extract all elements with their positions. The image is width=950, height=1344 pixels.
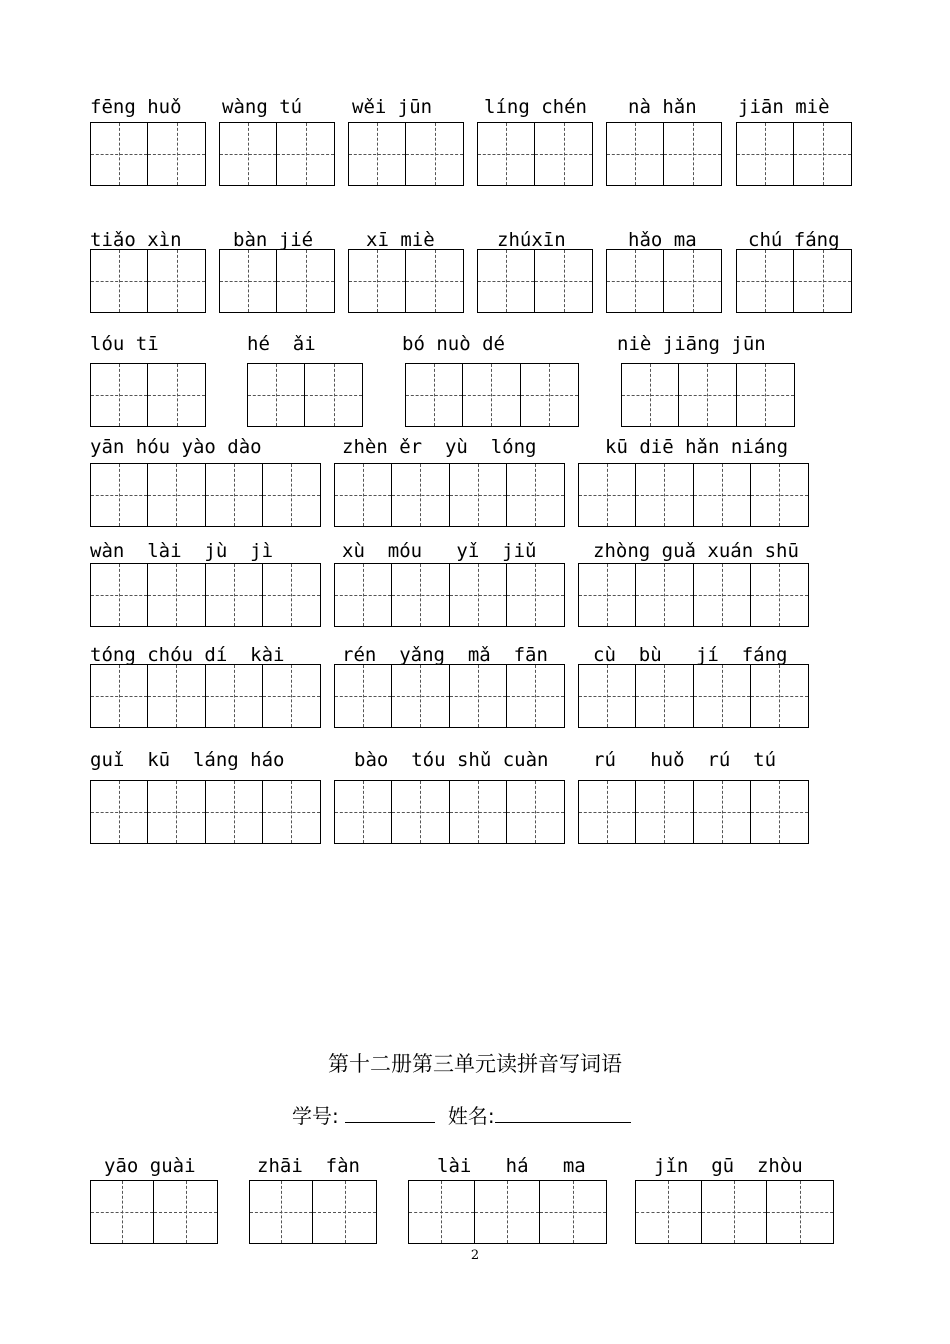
char-box[interactable]	[392, 781, 449, 843]
dashed-guide-vertical	[823, 123, 824, 185]
writing-grid[interactable]	[219, 249, 335, 313]
char-box[interactable]	[664, 123, 721, 185]
char-box[interactable]	[313, 1181, 376, 1243]
dashed-guide-vertical	[420, 781, 421, 843]
dashed-guide-vertical	[664, 781, 665, 843]
writing-grid[interactable]	[606, 122, 722, 186]
writing-grid[interactable]	[90, 249, 206, 313]
char-box[interactable]	[579, 665, 636, 727]
char-box[interactable]	[148, 564, 205, 626]
char-box[interactable]	[450, 564, 507, 626]
dashed-guide-vertical	[291, 665, 292, 727]
writing-grid[interactable]	[578, 664, 809, 728]
char-box[interactable]	[636, 564, 693, 626]
dashed-guide-vertical	[176, 665, 177, 727]
writing-grid[interactable]	[405, 363, 579, 427]
char-box[interactable]	[263, 564, 320, 626]
char-box[interactable]	[277, 123, 334, 185]
dashed-guide-vertical	[119, 665, 120, 727]
dashed-guide-vertical	[177, 250, 178, 312]
char-box[interactable]	[636, 1181, 702, 1243]
char-box[interactable]	[392, 564, 449, 626]
char-box[interactable]	[277, 250, 334, 312]
char-box[interactable]	[751, 464, 808, 526]
dashed-guide-vertical	[664, 665, 665, 727]
dashed-guide-vertical	[573, 1181, 574, 1243]
writing-grid[interactable]	[578, 463, 809, 527]
char-box[interactable]	[579, 781, 636, 843]
char-box[interactable]	[91, 364, 148, 426]
char-box[interactable]	[91, 781, 148, 843]
dashed-guide-vertical	[800, 1181, 801, 1243]
char-box[interactable]	[450, 464, 507, 526]
pinyin-label: jiān miè	[738, 96, 830, 118]
writing-grid[interactable]	[247, 363, 363, 427]
pinyin-label: jǐn gū zhòu	[654, 1155, 803, 1177]
dashed-guide-vertical	[176, 781, 177, 843]
dashed-guide-vertical	[420, 564, 421, 626]
char-box[interactable]	[335, 464, 392, 526]
writing-grid[interactable]	[334, 563, 565, 627]
writing-grid[interactable]	[249, 1180, 377, 1244]
char-box[interactable]	[263, 464, 320, 526]
pinyin-label: tóng chóu dí kài	[90, 644, 285, 666]
char-box[interactable]	[206, 781, 263, 843]
char-box[interactable]	[409, 1181, 475, 1243]
dashed-guide-vertical	[491, 364, 492, 426]
dashed-guide-vertical	[535, 464, 536, 526]
dashed-guide-vertical	[693, 250, 694, 312]
dashed-guide-vertical	[607, 665, 608, 727]
char-box[interactable]	[694, 464, 751, 526]
char-box[interactable]	[263, 665, 320, 727]
char-box[interactable]	[767, 1181, 833, 1243]
student-no-label: 学号:	[292, 1104, 339, 1128]
char-box[interactable]	[450, 781, 507, 843]
pinyin-label: lóu tī	[90, 333, 159, 355]
dashed-guide-vertical	[664, 464, 665, 526]
char-box[interactable]	[220, 250, 277, 312]
char-box[interactable]	[694, 564, 751, 626]
writing-grid[interactable]	[90, 122, 206, 186]
char-box[interactable]	[478, 250, 535, 312]
dashed-guide-vertical	[535, 781, 536, 843]
char-box[interactable]	[751, 665, 808, 727]
char-box[interactable]	[263, 781, 320, 843]
dashed-guide-vertical	[564, 250, 565, 312]
dashed-guide-vertical	[779, 564, 780, 626]
char-box[interactable]	[463, 364, 520, 426]
char-box[interactable]	[148, 123, 205, 185]
dashed-guide-vertical	[306, 123, 307, 185]
char-box[interactable]	[475, 1181, 541, 1243]
char-box[interactable]	[206, 464, 263, 526]
pinyin-label: niè jiāng jūn	[617, 333, 766, 355]
dashed-guide-vertical	[363, 781, 364, 843]
char-box[interactable]	[91, 564, 148, 626]
char-box[interactable]	[220, 123, 277, 185]
pinyin-label: bào tóu shǔ cuàn	[354, 749, 549, 771]
char-box[interactable]	[540, 1181, 606, 1243]
dashed-guide-vertical	[435, 250, 436, 312]
pinyin-label: fēng huǒ	[90, 96, 182, 118]
writing-grid[interactable]	[348, 122, 464, 186]
dashed-guide-vertical	[506, 250, 507, 312]
dashed-guide-vertical	[177, 123, 178, 185]
dashed-guide-vertical	[664, 564, 665, 626]
dashed-guide-vertical	[234, 464, 235, 526]
dashed-guide-vertical	[478, 564, 479, 626]
dashed-guide-vertical	[441, 1181, 442, 1243]
dashed-guide-vertical	[707, 364, 708, 426]
writing-grid[interactable]	[736, 249, 852, 313]
pinyin-label: yān hóu yào dào	[90, 436, 262, 458]
student-no-blank[interactable]	[345, 1122, 435, 1123]
char-box[interactable]	[406, 250, 463, 312]
dashed-guide-vertical	[478, 781, 479, 843]
char-box[interactable]	[478, 123, 535, 185]
char-box[interactable]	[622, 364, 679, 426]
dashed-guide-vertical	[363, 464, 364, 526]
char-box[interactable]	[521, 364, 578, 426]
pinyin-label: bó nuò dé	[402, 333, 505, 355]
char-box[interactable]	[305, 364, 362, 426]
dashed-guide-vertical	[248, 250, 249, 312]
dashed-guide-vertical	[564, 123, 565, 185]
char-box[interactable]	[91, 123, 148, 185]
dashed-guide-vertical	[779, 464, 780, 526]
char-box[interactable]	[636, 665, 693, 727]
name-label: 姓名:	[447, 1104, 495, 1128]
char-box[interactable]	[335, 665, 392, 727]
char-box[interactable]	[507, 665, 564, 727]
pinyin-label: zhúxīn	[497, 229, 566, 251]
dashed-guide-vertical	[119, 564, 120, 626]
dashed-guide-vertical	[276, 364, 277, 426]
char-box[interactable]	[206, 564, 263, 626]
char-box[interactable]	[694, 665, 751, 727]
writing-grid[interactable]	[90, 363, 206, 427]
char-box[interactable]	[154, 1181, 217, 1243]
dashed-guide-vertical	[506, 123, 507, 185]
dashed-guide-vertical	[779, 665, 780, 727]
dashed-guide-vertical	[119, 123, 120, 185]
name-blank[interactable]	[495, 1122, 631, 1123]
writing-grid[interactable]	[477, 122, 593, 186]
char-box[interactable]	[248, 364, 305, 426]
page-number: 2	[470, 1248, 480, 1263]
char-box[interactable]	[349, 250, 406, 312]
writing-grid[interactable]	[606, 249, 722, 313]
dashed-guide-vertical	[377, 123, 378, 185]
char-box[interactable]	[148, 665, 205, 727]
dashed-guide-vertical	[607, 781, 608, 843]
dashed-guide-vertical	[234, 781, 235, 843]
dashed-guide-vertical	[119, 781, 120, 843]
student-info-line	[292, 1100, 631, 1129]
writing-grid[interactable]	[408, 1180, 607, 1244]
pinyin-label: bàn jié	[233, 229, 314, 251]
writing-grid[interactable]	[334, 780, 565, 844]
dashed-guide-vertical	[823, 250, 824, 312]
char-box[interactable]	[250, 1181, 313, 1243]
char-box[interactable]	[450, 665, 507, 727]
section-title: 第十二册第三单元读拼音写词语	[328, 1052, 622, 1076]
dashed-guide-vertical	[291, 781, 292, 843]
writing-grid[interactable]	[90, 1180, 218, 1244]
writing-grid[interactable]	[90, 563, 321, 627]
dashed-guide-vertical	[176, 564, 177, 626]
pinyin-label: zhòng guǎ xuán shū	[593, 540, 799, 562]
dashed-guide-vertical	[122, 1181, 123, 1243]
char-box[interactable]	[406, 123, 463, 185]
dashed-guide-vertical	[478, 464, 479, 526]
dashed-guide-vertical	[434, 364, 435, 426]
char-box[interactable]	[636, 781, 693, 843]
dashed-guide-vertical	[306, 250, 307, 312]
pinyin-label: wàn lài jù jì	[90, 540, 274, 562]
writing-grid[interactable]	[348, 249, 464, 313]
dashed-guide-vertical	[722, 564, 723, 626]
pinyin-label: wàng tú	[222, 96, 303, 118]
char-box[interactable]	[91, 464, 148, 526]
char-box[interactable]	[349, 123, 406, 185]
dashed-guide-vertical	[363, 665, 364, 727]
char-box[interactable]	[148, 781, 205, 843]
pinyin-label: guǐ kū láng háo	[90, 749, 285, 771]
pinyin-label: zhèn ěr yù lóng	[342, 436, 537, 458]
pinyin-label: xù móu yǐ jiǔ	[342, 540, 537, 562]
dashed-guide-vertical	[291, 464, 292, 526]
pinyin-label: kū diē hǎn niáng	[605, 436, 789, 458]
pinyin-label: tiǎo xìn	[90, 229, 182, 251]
dashed-guide-vertical	[668, 1181, 669, 1243]
pinyin-label: cù bù jí fáng	[593, 644, 788, 666]
dashed-guide-vertical	[234, 665, 235, 727]
dashed-guide-vertical	[377, 250, 378, 312]
writing-grid[interactable]	[621, 363, 795, 427]
dashed-guide-vertical	[363, 564, 364, 626]
char-box[interactable]	[751, 781, 808, 843]
dashed-guide-vertical	[507, 1181, 508, 1243]
dashed-guide-vertical	[291, 564, 292, 626]
writing-grid[interactable]	[477, 249, 593, 313]
pinyin-label: chú fáng	[748, 229, 840, 251]
pinyin-label: lài há ma	[437, 1155, 586, 1177]
writing-grid[interactable]	[578, 563, 809, 627]
char-box[interactable]	[535, 123, 592, 185]
writing-grid[interactable]	[578, 780, 809, 844]
char-box[interactable]	[751, 564, 808, 626]
dashed-guide-vertical	[420, 665, 421, 727]
char-box[interactable]	[737, 364, 794, 426]
writing-grid[interactable]	[219, 122, 335, 186]
dashed-guide-vertical	[345, 1181, 346, 1243]
writing-grid[interactable]	[334, 463, 565, 527]
dashed-guide-vertical	[765, 250, 766, 312]
char-box[interactable]	[579, 564, 636, 626]
dashed-guide-vertical	[535, 564, 536, 626]
dashed-guide-vertical	[607, 464, 608, 526]
pinyin-label: yāo guài	[104, 1155, 196, 1177]
writing-grid[interactable]	[334, 664, 565, 728]
dashed-guide-vertical	[435, 123, 436, 185]
dashed-guide-vertical	[549, 364, 550, 426]
pinyin-label: hé ǎi	[247, 333, 316, 355]
dashed-guide-vertical	[119, 250, 120, 312]
dashed-guide-vertical	[765, 364, 766, 426]
writing-grid[interactable]	[90, 780, 321, 844]
dashed-guide-vertical	[234, 564, 235, 626]
pinyin-label: nà hǎn	[628, 96, 697, 118]
dashed-guide-vertical	[650, 364, 651, 426]
pinyin-label: rén yǎng mǎ fān	[342, 644, 548, 666]
char-box[interactable]	[702, 1181, 768, 1243]
dashed-guide-vertical	[635, 250, 636, 312]
char-box[interactable]	[794, 123, 851, 185]
char-box[interactable]	[507, 781, 564, 843]
char-box[interactable]	[737, 123, 794, 185]
char-box[interactable]	[335, 781, 392, 843]
dashed-guide-vertical	[779, 781, 780, 843]
char-box[interactable]	[694, 781, 751, 843]
pinyin-label: rú huǒ rú tú	[593, 749, 777, 771]
char-box[interactable]	[579, 464, 636, 526]
dashed-guide-vertical	[535, 665, 536, 727]
char-box[interactable]	[507, 464, 564, 526]
pinyin-label: hǎo ma	[628, 229, 697, 251]
char-box[interactable]	[91, 1181, 154, 1243]
char-box[interactable]	[664, 250, 721, 312]
dashed-guide-vertical	[635, 123, 636, 185]
dashed-guide-vertical	[119, 464, 120, 526]
writing-grid[interactable]	[90, 463, 321, 527]
char-box[interactable]	[737, 250, 794, 312]
char-box[interactable]	[535, 250, 592, 312]
char-box[interactable]	[148, 250, 205, 312]
pinyin-label: líng chén	[484, 96, 587, 118]
pinyin-label: xī miè	[366, 229, 435, 251]
writing-grid[interactable]	[736, 122, 852, 186]
dashed-guide-vertical	[281, 1181, 282, 1243]
char-box[interactable]	[148, 364, 205, 426]
dashed-guide-vertical	[722, 665, 723, 727]
dashed-guide-vertical	[722, 464, 723, 526]
dashed-guide-vertical	[722, 781, 723, 843]
char-box[interactable]	[507, 564, 564, 626]
char-box[interactable]	[91, 665, 148, 727]
pinyin-label: zhāi fàn	[257, 1155, 360, 1177]
dashed-guide-vertical	[607, 564, 608, 626]
char-box[interactable]	[679, 364, 736, 426]
char-box[interactable]	[607, 123, 664, 185]
char-box[interactable]	[636, 464, 693, 526]
dashed-guide-vertical	[334, 364, 335, 426]
dashed-guide-vertical	[734, 1181, 735, 1243]
char-box[interactable]	[392, 665, 449, 727]
writing-grid[interactable]	[635, 1180, 834, 1244]
dashed-guide-vertical	[119, 364, 120, 426]
char-box[interactable]	[335, 564, 392, 626]
writing-grid[interactable]	[90, 664, 321, 728]
char-box[interactable]	[406, 364, 463, 426]
dashed-guide-vertical	[186, 1181, 187, 1243]
char-box[interactable]	[794, 250, 851, 312]
dashed-guide-vertical	[765, 123, 766, 185]
char-box[interactable]	[206, 665, 263, 727]
char-box[interactable]	[91, 250, 148, 312]
char-box[interactable]	[148, 464, 205, 526]
pinyin-label: wěi jūn	[352, 96, 433, 118]
dashed-guide-vertical	[420, 464, 421, 526]
dashed-guide-vertical	[248, 123, 249, 185]
dashed-guide-vertical	[478, 665, 479, 727]
dashed-guide-vertical	[176, 464, 177, 526]
dashed-guide-vertical	[177, 364, 178, 426]
char-box[interactable]	[392, 464, 449, 526]
char-box[interactable]	[607, 250, 664, 312]
dashed-guide-vertical	[693, 123, 694, 185]
